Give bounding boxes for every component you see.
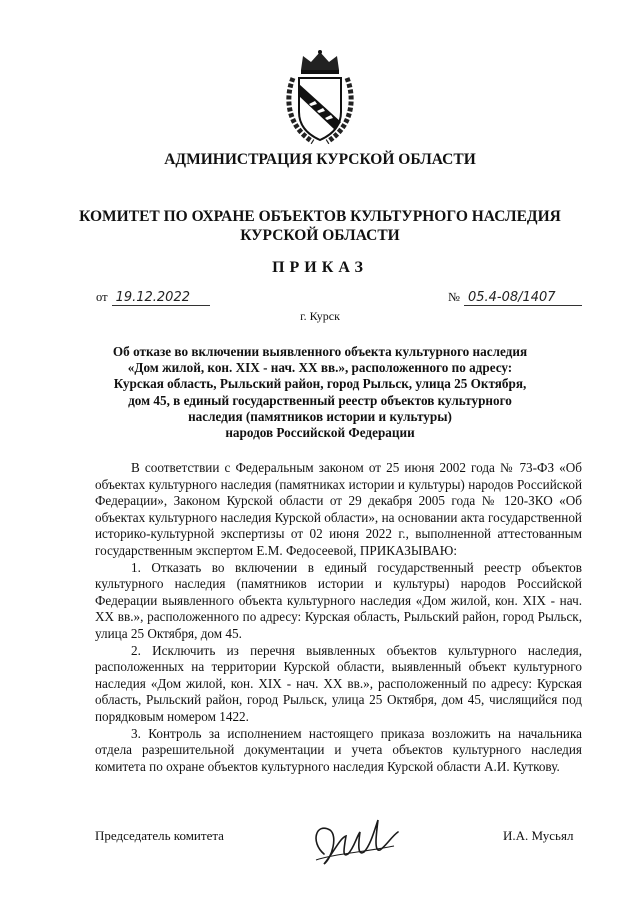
subject-line: «Дом жилой, кон. XIX - нач. XX вв.», расположенного по адресу:: [127, 360, 513, 376]
subject-line: наследия (памятников истории и культуры): [188, 408, 452, 424]
subject-line: дом 45, в единый государственный реестр объектов культурного: [128, 392, 512, 408]
administration-title: АДМИНИСТРАЦИЯ КУРСКОЙ ОБЛАСТИ: [164, 151, 476, 168]
subject-line: Курская область, Рыльский район, город Рыльск, улица 25 Октября,: [113, 376, 527, 392]
date-value: 19.12.2022: [112, 290, 210, 306]
document-type: ПРИКАЗ: [272, 259, 368, 276]
date-field: [96, 290, 210, 306]
subject-line: народов Российской Федерации: [225, 425, 415, 441]
city: г. Курск: [300, 309, 340, 323]
signatory-name: И.А. Мусьял: [503, 828, 574, 843]
clause-1-paragraph: 1. Отказать во включении в единый государственный реестр объектов культурного наследия (памятников истории и культуры) народов Российской Федерации выявленного объекта культурного наследия «Дом жилой, кон. XIX - нач. XX вв.», расположенного по адресу: Курская область, Рыльский район, город Рыльск, улица 25 Октября, дом 45.: [95, 559, 582, 641]
date-prefix: от: [96, 290, 108, 304]
committee-title: [0, 207, 640, 245]
number-prefix: №: [448, 290, 460, 304]
committee-title-line2: КУРСКОЙ ОБЛАСТИ: [240, 227, 400, 244]
number-value: 05.4-08/1407: [464, 290, 582, 306]
subject-line: Об отказе во включении выявленного объекта культурного наследия: [112, 344, 528, 359]
committee-title-line1: КОМИТЕТ ПО ОХРАНЕ ОБЪЕКТОВ КУЛЬТУРНОГО НАСЛЕДИЯ: [79, 208, 561, 225]
preamble-paragraph: В соответствии с Федеральным законом от 25 июня 2002 года № 73-ФЗ «Об объектах культурного наследия (памятниках истории и культуры) народов Российской Федерации», Законом Курской области от 29 декабря 2005 года № 120-ЗКО «Об объектах культурного наследия Курской области», на основании акта государственной историко-культурной экспертизы от 02 июня 2022 г., выполненной аттестованным государственным экспертом Е.М. Федосеевой, ПРИКАЗЫВАЮ:: [95, 460, 582, 558]
clause-3-paragraph: 3. Контроль за исполнением настоящего приказа возложить на начальника отдела разрешительной документации и учета объектов культурного наследия комитета по охране объектов культурного наследия Курской области А.И. Куткову.: [95, 725, 582, 774]
number-field: [448, 290, 582, 306]
order-body: [95, 460, 582, 775]
clause-2-paragraph: 2. Исключить из перечня выявленных объектов культурного наследия, расположенных на территории Курской области, выявленный объект культурного наследия «Дом жилой, кон. XIX - нач. XX вв.», расположенный по адресу: Курская область, Рыльский район, город Рыльск, улица 25 Октября, дом 45, числящийся под порядковым номером 1422.: [95, 642, 582, 724]
handwritten-signature-icon: [304, 802, 404, 872]
coat-of-arms-icon: [283, 48, 357, 146]
signatory-position: Председатель комитета: [95, 828, 224, 843]
order-subject: [100, 344, 540, 441]
